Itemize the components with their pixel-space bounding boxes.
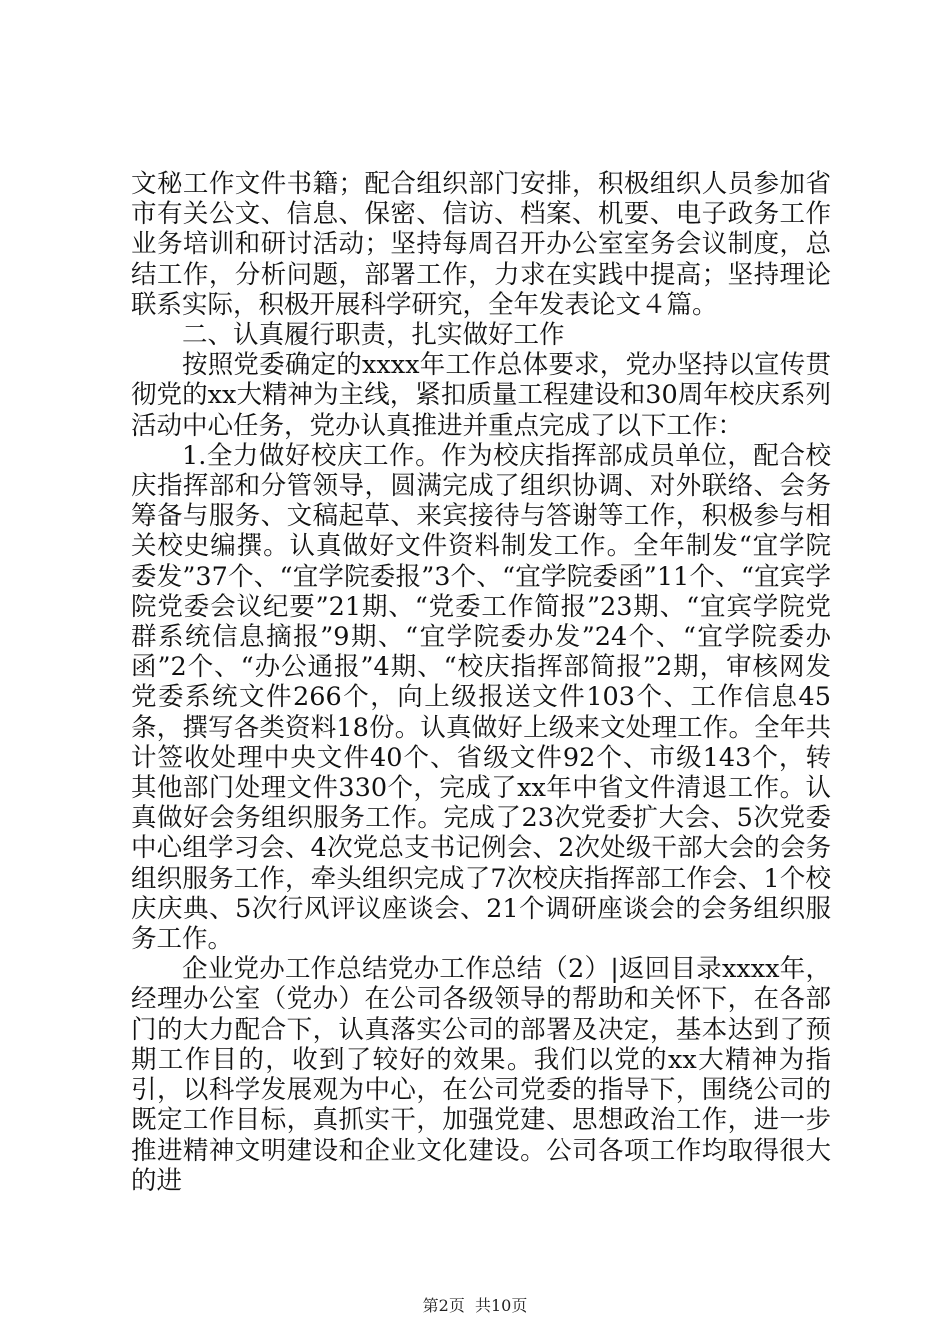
paragraph-continuation: 文秘工作文件书籍；配合组织部门安排，积极组织人员参加省市有关公文、信息、保密、信访、档案、机要、电子政务工作业务培训和研讨活动；坚持每周召开办公室室务会议制度，总结工作，分析问题，部署工作，力求在实践中提高；坚持理论联系实际，积极开展科学研究，全年发表论文４篇。 bbox=[131, 169, 831, 320]
paragraph-enterprise-summary: 企业党办工作总结党办工作总结（2）|返回目录xxxx年，经理办公室（党办）在公司各级领导的帮助和关怀下，在各部门的大力配合下，认真落实公司的部署及决定，基本达到了预期工作目的，收到了较好的效果。我们以党的xx大精神为指引，以科学发展观为中心，在公司党委的指导下，围绕公司的既定工作目标，真抓实干，加强党建、思想政治工作，进一步推进精神文明建设和企业文化建设。公司各项工作均取得很大的进 bbox=[131, 954, 831, 1196]
page-number: 第2页 共10页 bbox=[422, 1296, 528, 1315]
page-footer bbox=[0, 1296, 950, 1316]
document-body bbox=[131, 169, 831, 1196]
paragraph-intro: 按照党委确定的xxxx年工作总体要求，党办坚持以宣传贯彻党的xx大精神为主线，紧扣质量工程建设和30周年校庆系列活动中心任务，党办认真推进并重点完成了以下工作： bbox=[131, 350, 831, 441]
paragraph-anniversary-work: 1.全力做好校庆工作。作为校庆指挥部成员单位，配合校庆指挥部和分管领导，圆满完成了组织协调、对外联络、会务筹备与服务、文稿起草、来宾接待与答谢等工作，积极参与相关校史编撰。认真做好文件资料制发工作。全年制发“宜学院委发”37个、“宜学院委报”3个、“宜学院委函”11个、“宜宾学院党委会议纪要”21期、“党委工作简报”23期、“宜宾学院党群系统信息摘报”9期、“宜学院委办发”24个、“宜学院委办函”2个、“办公通报”4期、“校庆指挥部简报”2期，审核网发党委系统文件266个，向上级报送文件103个、工作信息45条，撰写各类资料18份。认真做好上级来文处理工作。全年共计签收处理中央文件40个、省级文件92个、市级143个，转其他部门处理文件330个，完成了xx年中省文件清退工作。认真做好会务组织服务工作。完成了23次党委扩大会、5次党委中心组学习会、4次党总支书记例会、2次处级干部大会的会务组织服务工作，牵头组织完成了7次校庆指挥部工作会、1个校庆庆典、5次行风评议座谈会、21个调研座谈会的会务组织服务工作。 bbox=[131, 440, 831, 955]
section-heading: 二、认真履行职责，扎实做好工作 bbox=[182, 320, 565, 351]
